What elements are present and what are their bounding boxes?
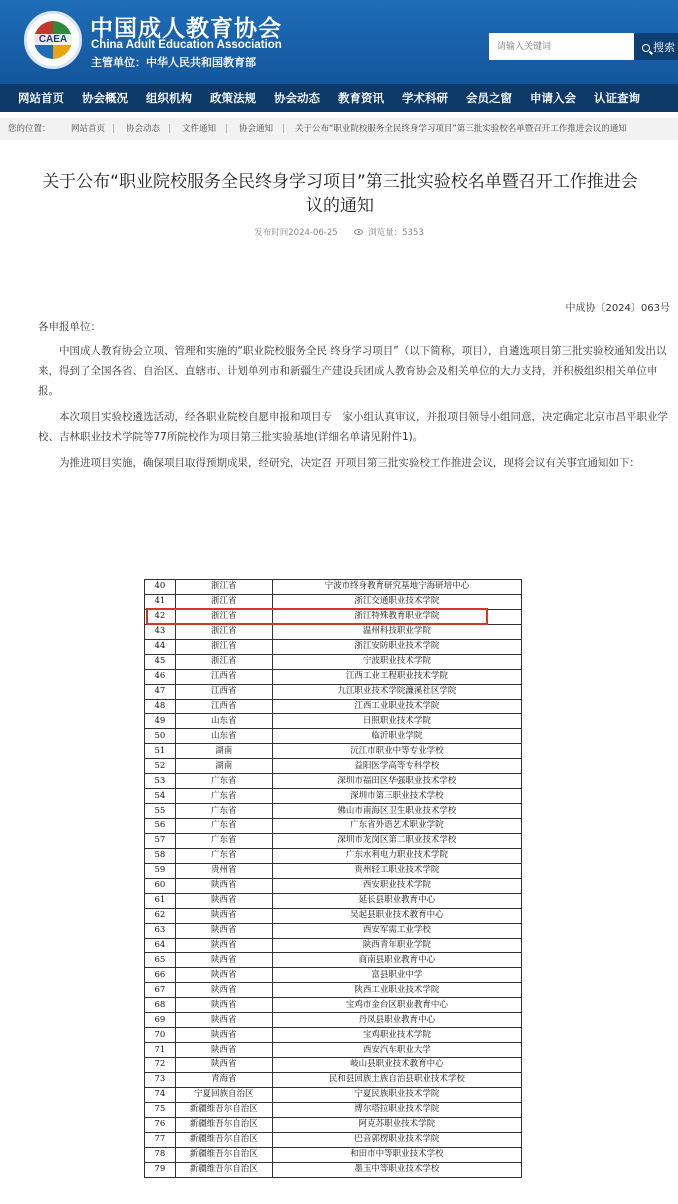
paragraph-3: 为推进项目实施，确保项目取得预期成果，经研究，决定召 开项目第三批实验校工作推进会议，现将会议有关事宜通知如下：	[59, 457, 640, 469]
salutation: 各申报单位：	[38, 321, 101, 333]
table-row	[145, 654, 522, 669]
table-row	[145, 819, 522, 834]
row-province: 陕西省	[175, 893, 272, 908]
row-province: 新疆维吾尔自治区	[175, 1117, 272, 1132]
row-number: 65	[145, 953, 176, 968]
table-row	[145, 1028, 522, 1043]
breadcrumb-home[interactable]: 网站首页	[71, 124, 106, 134]
row-province: 江西省	[175, 669, 272, 684]
table-row	[145, 863, 522, 878]
row-school-name: 宝鸡职业技术学院	[272, 1028, 521, 1043]
site-header	[0, 0, 678, 84]
row-school-name: 岐山县职业技术教育中心	[272, 1058, 521, 1073]
caea-logo[interactable]	[24, 11, 82, 69]
row-province: 浙江省	[175, 580, 272, 595]
table-row	[145, 908, 522, 923]
row-province: 陕西省	[175, 923, 272, 938]
row-province: 湖南	[175, 744, 272, 759]
row-school-name: 博尔塔拉职业技术学院	[272, 1102, 521, 1117]
row-province: 广东省	[175, 848, 272, 863]
paragraph-2: 本次项目实验校遴选活动，经各职业院校自愿申报和项目专 家小组认真审议，并报项目领导小组同意，决定确定北京市昌平职业学校、吉林职业技术学院等77所院校作为项目第三批实验基地(详细名单请见附件1)。	[38, 411, 668, 443]
row-province: 广东省	[175, 804, 272, 819]
breadcrumb-notices[interactable]: 文件通知	[182, 124, 217, 134]
row-number: 63	[145, 923, 176, 938]
row-school-name: 宝鸡市金台区职业教育中心	[272, 998, 521, 1013]
row-province: 陕西省	[175, 1058, 272, 1073]
row-school-name: 广东省外语艺术职业学院	[272, 819, 521, 834]
row-school-name: 吴起县职业技术教育中心	[272, 908, 521, 923]
school-table-body	[145, 580, 522, 1178]
row-province: 新疆维吾尔自治区	[175, 1162, 272, 1177]
row-school-name: 陕西工业职业技术学院	[272, 983, 521, 998]
row-province: 广东省	[175, 833, 272, 848]
row-school-name: 日照职业技术学院	[272, 714, 521, 729]
article-title: 关于公布“职业院校服务全民终身学习项目”第三批实验校名单暨召开工作推进会议的通知	[42, 172, 638, 216]
row-number: 42	[145, 609, 176, 624]
row-number: 40	[145, 580, 176, 595]
row-school-name: 和田市中等职业技术学校	[272, 1147, 521, 1162]
row-province: 浙江省	[175, 654, 272, 669]
document-number: 中成协〔2024〕063号	[565, 303, 670, 314]
table-row	[145, 1072, 522, 1087]
search-input[interactable]	[489, 33, 634, 60]
row-province: 陕西省	[175, 953, 272, 968]
row-province: 广东省	[175, 789, 272, 804]
row-number: 44	[145, 639, 176, 654]
table-row	[145, 684, 522, 699]
row-number: 55	[145, 804, 176, 819]
row-province: 浙江省	[175, 594, 272, 609]
nav-item-overview[interactable]: 协会概况	[82, 91, 128, 105]
row-number: 73	[145, 1072, 176, 1087]
row-number: 48	[145, 699, 176, 714]
row-number: 61	[145, 893, 176, 908]
row-number: 66	[145, 968, 176, 983]
row-school-name: 益阳医学高等专科学校	[272, 759, 521, 774]
table-row	[145, 1132, 522, 1147]
row-province: 浙江省	[175, 624, 272, 639]
org-name-cn: 中国成人教育协会	[90, 16, 282, 42]
table-row	[145, 1102, 522, 1117]
row-number: 79	[145, 1162, 176, 1177]
row-number: 54	[145, 789, 176, 804]
row-province: 广东省	[175, 819, 272, 834]
row-province: 新疆维吾尔自治区	[175, 1147, 272, 1162]
nav-item-news[interactable]: 协会动态	[274, 91, 320, 105]
row-number: 50	[145, 729, 176, 744]
table-row	[145, 624, 522, 639]
row-school-name: 墨玉中等职业技术学校	[272, 1162, 521, 1177]
breadcrumb-separator: |	[225, 124, 228, 134]
table-row	[145, 759, 522, 774]
row-school-name: 九江职业技术学院濂溪社区学院	[272, 684, 521, 699]
row-province: 浙江省	[175, 609, 272, 624]
table-row	[145, 789, 522, 804]
search-box	[489, 33, 678, 60]
table-row	[145, 580, 522, 595]
row-province: 山东省	[175, 714, 272, 729]
table-row	[145, 609, 522, 624]
nav-item-research[interactable]: 学术科研	[402, 91, 448, 105]
nav-item-home[interactable]: 网站首页	[18, 91, 64, 105]
row-school-name: 西安汽车职业大学	[272, 1043, 521, 1058]
table-row	[145, 714, 522, 729]
table-row	[145, 998, 522, 1013]
row-province: 陕西省	[175, 983, 272, 998]
row-province: 陕西省	[175, 1013, 272, 1028]
row-school-name: 深圳市第三职业技术学校	[272, 789, 521, 804]
breadcrumb	[0, 118, 678, 140]
row-province: 陕西省	[175, 1028, 272, 1043]
table-row	[145, 639, 522, 654]
views-label: 浏览量：	[368, 228, 403, 238]
table-row	[145, 804, 522, 819]
table-row	[145, 1043, 522, 1058]
table-row	[145, 953, 522, 968]
search-icon	[642, 44, 650, 52]
table-row	[145, 968, 522, 983]
table-row	[145, 878, 522, 893]
row-school-name: 广东水利电力职业技术学院	[272, 848, 521, 863]
table-row	[145, 938, 522, 953]
views-count: 5353	[402, 228, 424, 238]
row-number: 41	[145, 594, 176, 609]
row-province: 陕西省	[175, 908, 272, 923]
row-school-name: 陕西青年职业学院	[272, 938, 521, 953]
row-school-name: 深圳市福田区华强职业技术学校	[272, 774, 521, 789]
row-province: 新疆维吾尔自治区	[175, 1102, 272, 1117]
row-school-name: 丹凤县职业教育中心	[272, 1013, 521, 1028]
row-number: 77	[145, 1132, 176, 1147]
row-province: 陕西省	[175, 938, 272, 953]
row-province: 山东省	[175, 729, 272, 744]
table-row	[145, 833, 522, 848]
row-school-name: 富县职业中学	[272, 968, 521, 983]
row-school-name: 温州科技职业学院	[272, 624, 521, 639]
table-row	[145, 774, 522, 789]
row-province: 贵州省	[175, 863, 272, 878]
table-row	[145, 983, 522, 998]
row-number: 72	[145, 1058, 176, 1073]
row-number: 70	[145, 1028, 176, 1043]
table-row	[145, 669, 522, 684]
breadcrumb-current: 关于公布“职业院校服务全民终身学习项目”第三批实验校名单暨召开工作推进会议的通知	[295, 124, 627, 134]
row-province: 浙江省	[175, 639, 272, 654]
row-number: 51	[145, 744, 176, 759]
school-list-table	[144, 579, 522, 1178]
row-province: 江西省	[175, 699, 272, 714]
row-school-name: 浙江交通职业技术学院	[272, 594, 521, 609]
row-province: 广东省	[175, 774, 272, 789]
row-number: 56	[145, 819, 176, 834]
row-number: 52	[145, 759, 176, 774]
row-school-name: 商南县职业教育中心	[272, 953, 521, 968]
nav-item-policy[interactable]: 政策法规	[210, 91, 256, 105]
row-school-name: 宁波职业技术学院	[272, 654, 521, 669]
row-number: 60	[145, 878, 176, 893]
table-row	[145, 1147, 522, 1162]
nav-item-join[interactable]: 申请入会	[530, 91, 576, 105]
main-nav	[0, 84, 678, 112]
supervisor-text: 主管单位：中华人民共和国教育部	[91, 56, 256, 69]
row-school-name: 宁夏民族职业技术学院	[272, 1087, 521, 1102]
table-row	[145, 1087, 522, 1102]
nav-item-organization[interactable]: 组织机构	[146, 91, 192, 105]
row-school-name: 宁波市终身教育研究基地宁海研培中心	[272, 580, 521, 595]
breadcrumb-association-notices[interactable]: 协会通知	[239, 124, 274, 134]
row-number: 71	[145, 1043, 176, 1058]
row-school-name: 阿克苏职业技术学院	[272, 1117, 521, 1132]
row-school-name: 沅江市职业中等专业学校	[272, 744, 521, 759]
table-row	[145, 729, 522, 744]
row-number: 53	[145, 774, 176, 789]
row-province: 陕西省	[175, 998, 272, 1013]
row-province: 陕西省	[175, 878, 272, 893]
row-school-name: 贵州轻工职业技术学院	[272, 863, 521, 878]
table-row	[145, 893, 522, 908]
row-number: 68	[145, 998, 176, 1013]
table-row	[145, 699, 522, 714]
row-number: 57	[145, 833, 176, 848]
search-button-label: 搜索	[653, 40, 675, 54]
row-number: 45	[145, 654, 176, 669]
row-province: 宁夏回族自治区	[175, 1087, 272, 1102]
row-number: 47	[145, 684, 176, 699]
table-row	[145, 594, 522, 609]
table-row	[145, 923, 522, 938]
eye-icon	[354, 229, 363, 235]
row-number: 76	[145, 1117, 176, 1132]
row-number: 64	[145, 938, 176, 953]
row-number: 43	[145, 624, 176, 639]
publish-date: 发布时间2024-06-25	[254, 228, 338, 238]
table-row	[145, 848, 522, 863]
row-school-name: 西安职业技术学院	[272, 878, 521, 893]
paragraph-1: 中国成人教育协会立项、管理和实施的“职业院校服务全民 终身学习项目”（以下简称，项目），自遴选项目第三批实验校通知发出以来，得到了全国各省、自治区、直辖市、计划单列市和新疆生产建设兵团成人教育协会及相关单位的大力支持，并积极组织相关单位申报。	[38, 345, 667, 397]
row-school-name: 西安军需工业学校	[272, 923, 521, 938]
org-name-en: China Adult Education Association	[91, 39, 282, 51]
search-button[interactable]	[634, 33, 678, 60]
row-province: 新疆维吾尔自治区	[175, 1132, 272, 1147]
row-school-name: 民和县回族土族自治县职业技术学校	[272, 1072, 521, 1087]
row-province: 陕西省	[175, 968, 272, 983]
row-school-name: 深圳市龙岗区第二职业技术学校	[272, 833, 521, 848]
row-school-name: 佛山市南海区卫生职业技术学校	[272, 804, 521, 819]
breadcrumb-separator: |	[168, 124, 171, 134]
row-number: 78	[145, 1147, 176, 1162]
row-number: 62	[145, 908, 176, 923]
row-school-name: 延长县职业教育中心	[272, 893, 521, 908]
row-school-name: 巴音郭楞职业技术学院	[272, 1132, 521, 1147]
nav-item-certification[interactable]: 认证查询	[594, 91, 640, 105]
row-number: 67	[145, 983, 176, 998]
article-meta	[0, 226, 678, 238]
breadcrumb-separator: |	[112, 124, 115, 134]
row-school-name: 临沂职业学院	[272, 729, 521, 744]
row-school-name: 江西工业职业技术学院	[272, 699, 521, 714]
row-school-name: 江西工业工程职业技术学院	[272, 669, 521, 684]
row-number: 46	[145, 669, 176, 684]
table-row	[145, 1058, 522, 1073]
row-province: 青海省	[175, 1072, 272, 1087]
row-province: 陕西省	[175, 1043, 272, 1058]
breadcrumb-separator: |	[282, 124, 285, 134]
row-number: 69	[145, 1013, 176, 1028]
table-row	[145, 1013, 522, 1028]
table-row	[145, 744, 522, 759]
row-number: 49	[145, 714, 176, 729]
nav-item-members[interactable]: 会员之窗	[466, 91, 512, 105]
row-number: 59	[145, 863, 176, 878]
row-school-name: 浙江特殊教育职业学院	[272, 609, 521, 624]
table-row	[145, 1117, 522, 1132]
table-row	[145, 1162, 522, 1177]
nav-item-education-info[interactable]: 教育资讯	[338, 91, 384, 105]
row-province: 江西省	[175, 684, 272, 699]
breadcrumb-label: 您的位置：	[8, 124, 51, 134]
row-number: 75	[145, 1102, 176, 1117]
row-number: 58	[145, 848, 176, 863]
row-number: 74	[145, 1087, 176, 1102]
row-school-name: 浙江安防职业技术学院	[272, 639, 521, 654]
row-province: 湖南	[175, 759, 272, 774]
breadcrumb-news[interactable]: 协会动态	[126, 124, 161, 134]
logo-text: CAEA	[27, 34, 79, 45]
